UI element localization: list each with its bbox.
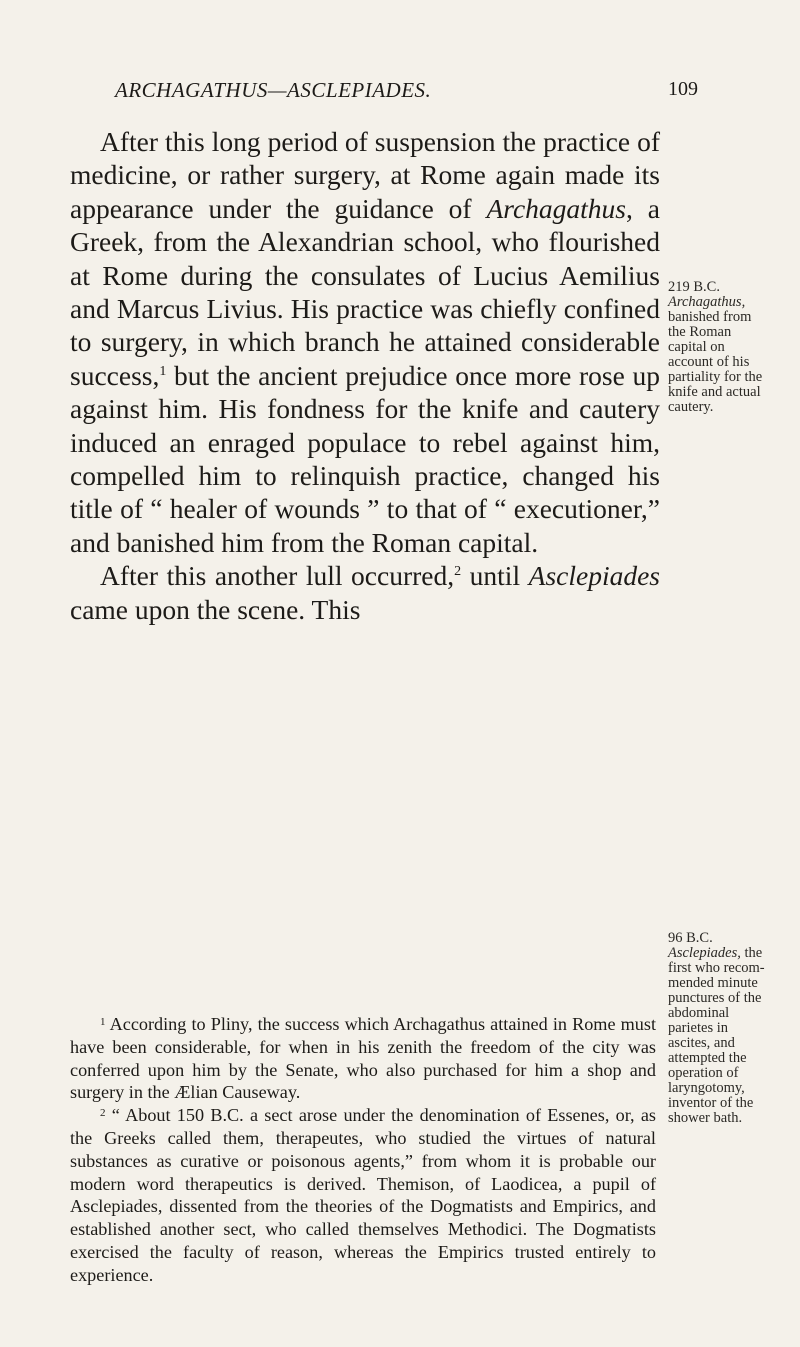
running-header: ARCHAGATHUS—ASCLEPIADES. [115,78,432,102]
margin-note-line: abdominal [668,1005,730,1021]
footnote-text: “ About 150 B.C. a sect arose under the denomination of Essenes, or, as the Greeks called them, therapeutes, who studied the virtues of natural substances as curative or poisonous agents,” from whom it is probable our modern word therapeutics is derived. Themison, of Laodicea, a pupil of Asclepiades, dissented from the theories of the Dogmatists and Empirics, and established another sect, who called themselves Methodici. The Dogmatists exercised the faculty of reason, whereas the Empirics trusted entirely to experience. [70,1105,657,1285]
margin-note-line: operation of [668,1065,739,1081]
margin-note-line: shower bath. [668,1110,743,1126]
footnote-ref-1: 1 [159,363,167,379]
footnote-1 [70,1013,656,1104]
footnote-marker-2: 2 [100,1107,106,1120]
margin-note-line: mended minute [668,975,758,991]
margin-note-line: account of his [668,354,750,370]
margin-note-name: Asclepiades, [668,945,741,961]
name-asclepiades: Asclepiades [528,560,660,592]
footnote-text: According to Pliny, the success which Archagathus attained in Rome must have been considerable, for when in his zenith the freedom of the city was conferred upon him by the Senate, who also purchased for him a shop and surgery in the Ælian Causeway. [70,1014,656,1103]
text-run: After this another lull occurred, [100,560,455,592]
margin-note-line: first who recom- [668,960,765,976]
paragraph-archagathus [70,125,660,559]
margin-note-line: cautery. [668,399,714,415]
page-number: 109 [668,78,698,100]
margin-note-line: ascites, and [668,1035,735,1051]
main-text [70,125,660,626]
margin-note-name-suffix: the [740,945,763,961]
margin-note-line: laryngotomy, [668,1080,745,1096]
margin-note-line: banished from [668,309,752,325]
footnotes [70,1013,656,1287]
text-run: After this long period of suspension the practice of medicine, or rather surgery, at Rome again made its appearance under the guidance of [70,126,660,224]
margin-note-line: parietes in [668,1020,728,1036]
margin-note-name-line [668,946,793,961]
margin-note-line: partiality for the [668,369,763,385]
margin-note-line: attempted the [668,1050,747,1066]
margin-note-line: knife and actual [668,384,761,400]
margin-note-name: Archagathus, [668,294,746,310]
margin-note-asclepiades [668,931,793,1126]
name-archagathus: Archagathus [486,192,627,224]
margin-note-line: the Roman [668,324,732,340]
text-run: but the ancient prejudice once more rose up against him. His fondness for the knife and cautery induced an enraged populace to rebel against him, compelled him to relinquish practice, changed his title of “ healer of wounds ” to that of “ executioner,” and banished him from the Roman capital. [70,359,660,558]
margin-note-date: 219 B.C. [668,279,720,295]
footnote-ref-2: 2 [454,564,462,580]
footnote-2 [70,1104,656,1286]
paragraph-asclepiades [70,559,660,626]
text-run: , a Greek, from the Alexandrian school, who flourished at Rome during the consulates of Lucius Aemilius and Marcus Livius. His practice was chiefly confined to surgery, in which branch he attained considerable success, [70,192,660,391]
text-run: until [461,560,529,592]
margin-note-line: capital on [668,339,725,355]
margin-note-archagathus [668,280,793,415]
margin-note-line: inventor of the [668,1095,754,1111]
text-run: came upon the scene. This [70,593,361,625]
margin-note-date: 96 B.C. [668,930,713,946]
margin-note-line: punctures of the [668,990,762,1006]
footnote-marker-1: 1 [100,1016,106,1028]
